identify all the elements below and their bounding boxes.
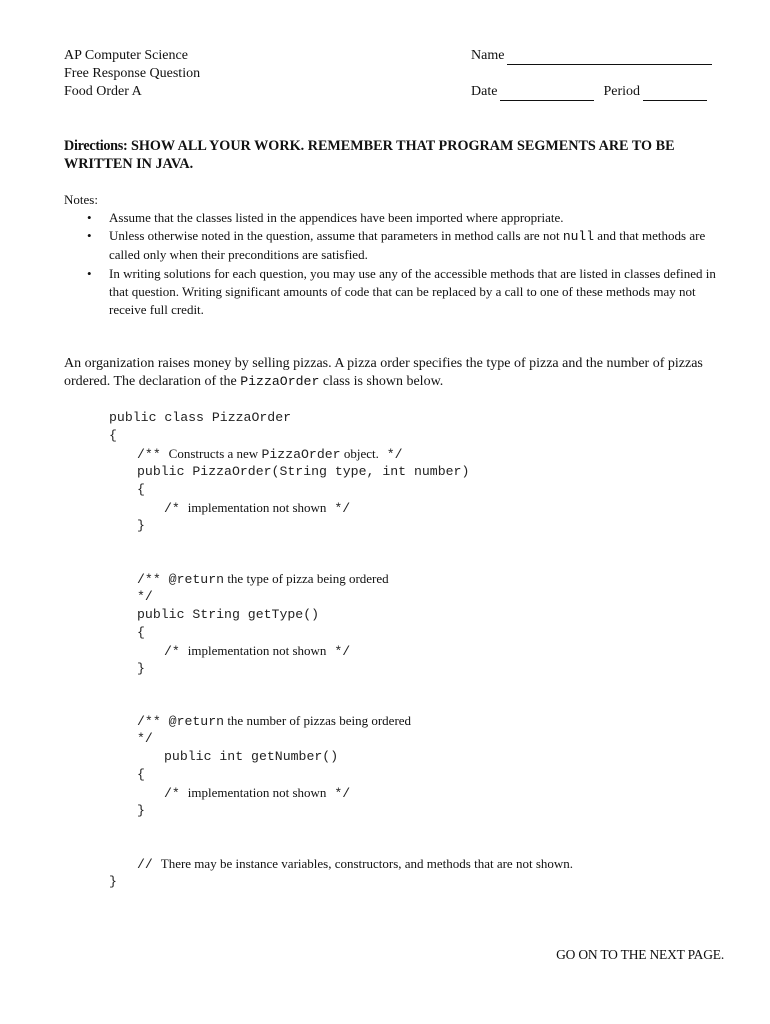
code-line: {	[109, 428, 117, 443]
note-code: null	[562, 229, 595, 245]
problem-intro	[64, 355, 744, 391]
code-line: }	[137, 661, 145, 676]
note-text: Unless otherwise noted in the question, assume that parameters in method calls are not	[109, 228, 563, 244]
code-token: /*	[164, 501, 188, 516]
code-comment-text: implementation not shown	[187, 500, 327, 515]
code-line: public int getNumber()	[164, 749, 339, 764]
student-fields	[471, 47, 721, 101]
code-token: */	[326, 501, 351, 516]
page-footer: GO ON TO THE NEXT PAGE.	[556, 947, 724, 962]
code-line: }	[137, 518, 145, 533]
directions-label: Directions:	[64, 138, 128, 154]
bullet-icon: •	[87, 228, 92, 244]
name-field[interactable]	[507, 50, 712, 65]
code-line	[164, 784, 350, 802]
code-line: */	[137, 589, 153, 604]
code-line: }	[109, 874, 117, 889]
header-info	[64, 47, 200, 101]
note-item	[87, 227, 732, 264]
code-token: /*	[164, 786, 188, 801]
course-title: AP Computer Science	[64, 48, 188, 63]
code-line: {	[137, 767, 145, 782]
code-token: PizzaOrder	[261, 447, 341, 462]
code-token: /*	[164, 644, 188, 659]
code-line	[137, 712, 411, 730]
code-line: }	[137, 803, 145, 818]
code-line: public PizzaOrder(String type, int number)	[137, 464, 470, 479]
period-field[interactable]	[643, 86, 707, 101]
code-line	[137, 445, 403, 463]
code-token: */	[378, 447, 403, 462]
directions-text: SHOW ALL YOUR WORK. REMEMBER THAT PROGRAM SEGMENTS ARE TO BE WRITTEN IN JAVA.	[64, 138, 675, 172]
note-item	[87, 209, 732, 227]
note-text: In writing solutions for each question, you may use any of the accessible methods that are listed in classes defined in that question. Writing significant amounts of code that can be replaced by a call to one of these methods may not receive full credit.	[109, 265, 716, 318]
code-line: public String getType()	[137, 607, 320, 622]
code-line: {	[137, 482, 145, 497]
note-text: and that methods are called only when their preconditions are satisfied.	[109, 228, 706, 263]
code-line	[137, 570, 389, 588]
code-line: public class PizzaOrder	[109, 410, 292, 425]
directions	[64, 137, 734, 173]
code-token: */	[326, 644, 351, 659]
date-period-row	[471, 83, 721, 101]
code-line	[164, 642, 350, 660]
code-line	[164, 499, 350, 517]
bullet-icon: •	[87, 210, 92, 225]
intro-text: class is shown below.	[319, 374, 444, 389]
code-token: //	[137, 857, 161, 872]
code-comment-text: the number of pizzas being ordered	[224, 713, 412, 728]
note-text: Assume that the classes listed in the appendices have been imported where appropriate.	[109, 210, 564, 225]
name-label: Name	[471, 48, 505, 63]
note-item	[87, 265, 732, 320]
date-field[interactable]	[500, 86, 594, 101]
date-label: Date	[471, 84, 498, 99]
intro-code: PizzaOrder	[240, 374, 320, 389]
intro-text: An organization raises money by selling pizzas. A pizza order specifies the type of pizza and the number of pizzas ordered. The declaration of the	[64, 356, 703, 389]
code-token: /**	[137, 447, 169, 462]
code-token: /** @return	[137, 572, 225, 587]
code-line: {	[137, 625, 145, 640]
code-comment-text: object.	[340, 446, 379, 461]
question-type: Free Response Question	[64, 66, 201, 81]
question-topic: Food Order A	[64, 84, 142, 99]
code-comment-text: Constructs a new	[168, 446, 262, 461]
code-token: /** @return	[137, 714, 225, 729]
code-line	[137, 855, 573, 873]
code-comment-text: There may be instance variables, constructors, and methods that are not shown.	[160, 856, 574, 871]
code-line: */	[137, 731, 153, 746]
code-comment-text: the type of pizza being ordered	[224, 571, 389, 586]
code-comment-text: implementation not shown	[187, 643, 327, 658]
period-label: Period	[603, 84, 640, 99]
name-row	[471, 47, 721, 65]
code-comment-text: implementation not shown	[187, 785, 327, 800]
notes-title: Notes:	[64, 192, 98, 207]
code-token: */	[326, 786, 351, 801]
bullet-icon: •	[87, 265, 92, 281]
notes-list	[87, 209, 732, 319]
